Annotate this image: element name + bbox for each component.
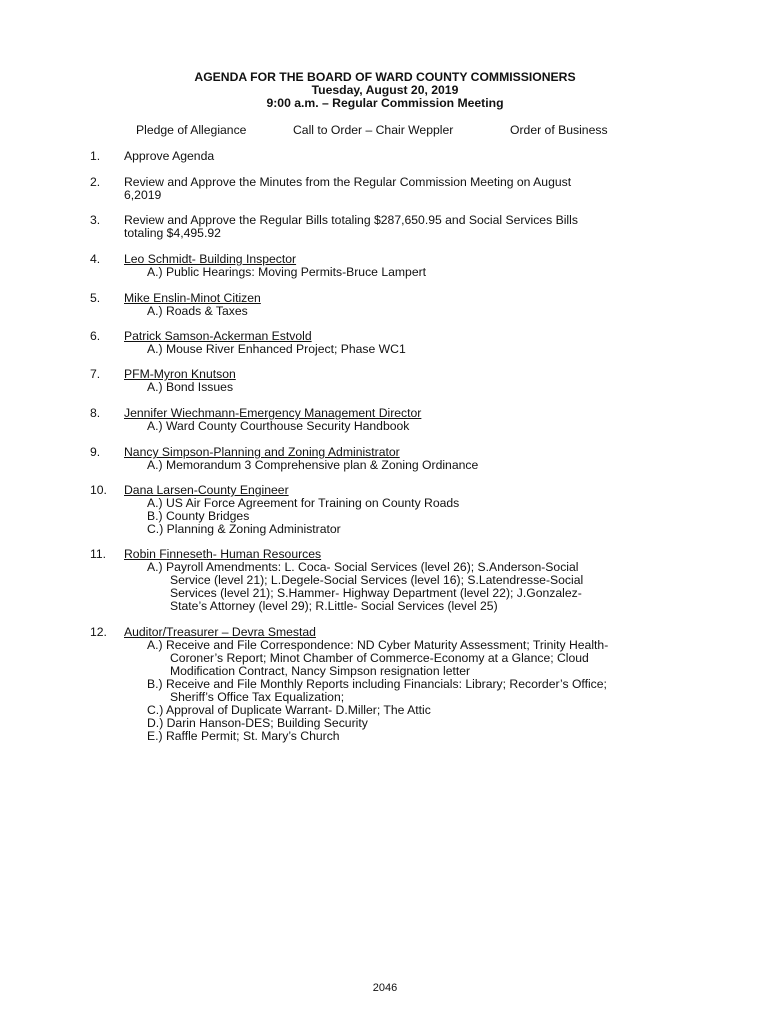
item-sub: A.) Roads & Taxes <box>147 304 248 318</box>
item-sub-line: A.) Receive and File Correspondence: ND Cyber Maturity Assessment; Trinity Health- <box>147 638 609 652</box>
item-sub-line: C.) Approval of Duplicate Warrant- D.Miller; The Attic <box>147 703 431 717</box>
item-sub: B.) County Bridges <box>147 509 250 523</box>
item-title: Auditor/Treasurer – Devra Smestad <box>124 625 316 639</box>
call-to-order: Call to Order – Chair Weppler <box>293 123 454 137</box>
item-sub: A.) US Air Force Agreement for Training on County Roads <box>147 496 460 510</box>
item-sub: A.) Memorandum 3 Comprehensive plan & Zoning Ordinance <box>147 458 479 472</box>
item-title: Mike Enslin-Minot Citizen <box>124 291 261 305</box>
item-number: 5. <box>90 291 101 305</box>
opening-items <box>0 124 770 138</box>
item-title: Leo Schmidt- Building Inspector <box>124 252 297 266</box>
item-number: 10. <box>90 483 107 497</box>
item-sub: A.) Bond Issues <box>147 380 234 394</box>
agenda-header <box>0 71 770 110</box>
item-sub-line: Modification Contract, Nancy Simpson resignation letter <box>170 664 471 678</box>
item-number: 8. <box>90 406 101 420</box>
agenda-title: AGENDA FOR THE BOARD OF WARD COUNTY COMMISSIONERS <box>194 70 576 84</box>
pledge-of-allegiance: Pledge of Allegiance <box>136 123 247 137</box>
item-sub: A.) Ward County Courthouse Security Handbook <box>147 419 410 433</box>
item-sub-line: Service (level 21); L.Degele-Social Services (level 16); S.Latendresse-Social <box>170 573 584 587</box>
item-number: 6. <box>90 329 101 343</box>
item-text-line: Review and Approve the Minutes from the Regular Commission Meeting on August <box>124 175 572 189</box>
item-sub-line: A.) Payroll Amendments: L. Coca- Social Services (level 26); S.Anderson-Social <box>147 560 579 574</box>
item-number: 3. <box>90 213 101 227</box>
item-number: 2. <box>90 175 101 189</box>
item-text: Approve Agenda <box>124 149 215 163</box>
item-number: 9. <box>90 445 101 459</box>
item-title: Jennifer Wiechmann-Emergency Management Director <box>124 406 422 420</box>
item-title: Nancy Simpson-Planning and Zoning Administrator <box>124 445 400 459</box>
item-number: 4. <box>90 252 101 266</box>
item-number: 1. <box>90 149 101 163</box>
item-sub: A.) Public Hearings: Moving Permits-Bruce Lampert <box>147 265 427 279</box>
item-number: 7. <box>90 367 101 381</box>
item-number: 12. <box>90 625 107 639</box>
item-title: Dana Larsen-County Engineer <box>124 483 289 497</box>
item-title: Patrick Samson-Ackerman Estvold <box>124 329 312 343</box>
item-title: PFM-Myron Knutson <box>124 367 236 381</box>
item-text-line: 6,2019 <box>124 188 162 202</box>
item-sub-line: D.) Darin Hanson-DES; Building Security <box>147 716 368 730</box>
order-of-business: Order of Business <box>510 123 608 137</box>
item-sub-line: Sheriff’s Office Tax Equalization; <box>170 690 345 704</box>
item-text-line: totaling $4,495.92 <box>124 226 221 240</box>
item-text-line: Review and Approve the Regular Bills totaling $287,650.95 and Social Services Bills <box>124 213 578 227</box>
page-number: 2046 <box>372 982 398 994</box>
meeting-date: Tuesday, August 20, 2019 <box>311 83 459 97</box>
item-number: 11. <box>90 547 107 561</box>
item-sub: A.) Mouse River Enhanced Project; Phase WC1 <box>147 342 406 356</box>
item-title: Robin Finneseth- Human Resources <box>124 547 322 561</box>
item-sub-line: B.) Receive and File Monthly Reports including Financials: Library; Recorder’s Office; <box>147 677 607 691</box>
item-sub-line: Services (level 21); S.Hammer- Highway Department (level 22); J.Gonzalez- <box>170 586 582 600</box>
item-sub-line: E.) Raffle Permit; St. Mary’s Church <box>147 729 340 743</box>
meeting-time: 9:00 a.m. – Regular Commission Meeting <box>266 96 504 110</box>
item-sub-line: State’s Attorney (level 29); R.Little- Social Services (level 25) <box>170 599 498 613</box>
item-sub: C.) Planning & Zoning Administrator <box>147 522 341 536</box>
item-sub-line: Coroner’s Report; Minot Chamber of Commerce-Economy at a Glance; Cloud <box>170 651 589 665</box>
